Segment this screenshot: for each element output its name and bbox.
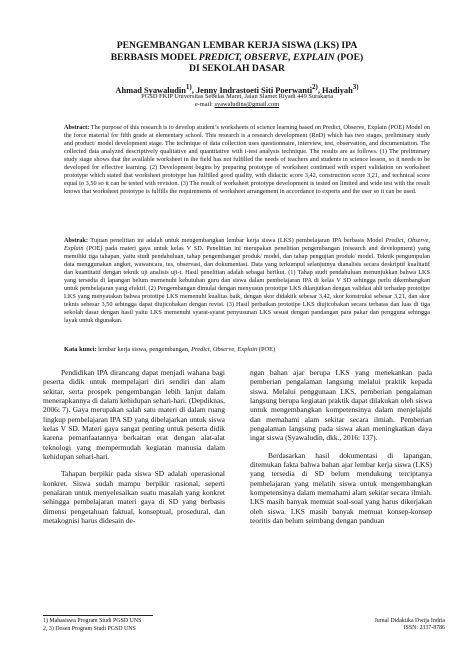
author-2-marker: 2)	[312, 83, 318, 91]
body-paragraph: Pendidikan IPA dirancang dapat menjadi wahana bagi peserta didik untuk mempelajari diri sendiri dan alam sekitar, serta prospek pengembangan lebih lanjut dalam menerapkannya di dalam kehidupan sehari-hari. (Depdiknas, 2006: 7). Gaya merupakan salah satu materi di dalam ruang lingkup pembelajaran IPA SD yang dibelajarkan untuk siswa kelas V SD. Materi gaya sangat penting untuk peserta didik karena pemanfaatannya berkaitan erat dengan alat-alat teknologi yang mempermudah kegiatan manusia dalam kehidupan sehari-hari.	[43, 368, 225, 462]
author-2: Jenny Indrastoeti Siti Poerwanti	[195, 85, 313, 95]
keywords-text: lembar kerja siswa, pengembangan,	[96, 346, 192, 353]
author-3: Hadiyah	[322, 85, 353, 95]
keywords-post: (POE)	[257, 346, 276, 353]
journal-name: Jurnal Didaktika Dwija Indria	[374, 618, 445, 624]
abstract-indonesian	[64, 237, 430, 326]
title-line-2-pre: BERBASIS MODEL	[110, 51, 199, 63]
body-column-right	[250, 368, 432, 526]
email-line	[40, 101, 434, 109]
footnote-1: 1) Mahasiswa Program Studi PGSD UNS	[43, 618, 142, 624]
abstract-indonesian-label: Abstrak:	[64, 237, 88, 244]
body-paragraph: ngan bahan ajar berupa LKS yang menekankan pada pemberian pengalaman langsung melalui praktik kepada siswa. Melalui penggunaan LKS, pemberian pengalaman langsung berupa kegiatan praktik dapat dilakukan oleh siswa untuk mengembangkan kompetensinya dalam menjelajahi dan memahami alam sekitar secara ilmiah. Pemberian pengalaman langsung pada siswa akan meningkatkan daya ingat siswa (Syawaludin, dkk., 2016: 137).	[250, 368, 432, 443]
title-model-name: PREDICT, OBSERVE, EXPLAIN	[198, 51, 335, 63]
journal-issn: ISSN: 2337-8786	[403, 625, 445, 632]
title-line-1: PENGEMBANGAN LEMBAR KERJA SISWA (LKS) IPA	[116, 40, 358, 51]
paper-title	[40, 40, 434, 75]
abstract-english-label: Abstract:	[64, 124, 90, 131]
author-3-marker: 3)	[352, 83, 359, 91]
author-1-marker: 1)	[185, 83, 192, 91]
author-separator: ,	[317, 85, 323, 95]
keywords-model: Predict, Observe, Explain	[191, 346, 258, 353]
title-line-2-post: (POE)	[334, 51, 364, 63]
email-label: e-mail:	[194, 101, 215, 108]
journal-info	[305, 618, 445, 632]
body-paragraph: Tahapan berpikir pada siswa SD adalah operasional konkret. Siswa sudah mampu berpikir rasional, seperti penalaran untuk menyelesaikan suatu masalah yang konkret sehingga pembelajaran materi gaya di SD yang berbasis dimensi pengetahuan faktual, konseptual, prosedural, dan metakognisi harus didesain de-	[43, 469, 225, 526]
title-line-2	[40, 52, 434, 64]
abstract-indonesian-model: Predict, Observe, Explain	[64, 237, 430, 253]
footnote-rule	[43, 615, 153, 616]
author-separator: ,	[191, 85, 196, 95]
abstract-indonesian-text-2: (POE) pada materi gaya untuk kelas V SD. Penelitian ini merupakan penelitian pengembangan (research and development) yang memiliki tiga tahapan, yaitu studi pendahuluan, tahap pengembangan produk/ model, dan tahap pengujian produk/ model. Teknik pengumpulan data menggunakan angket, wawancara, tes, observasi, dan dokumentasi. Data yang terkumpul selanjutnya dianalisis secara deskriptif kualitatif dan kuantitatif dengan teknik uji analisis uji-t. Hasil penelitian adalah sebagai berikut. (1) Tahap studi pendahuluan menunjukkan bahwa LKS yang tersedia di lapangan belum memenuhi kebutuhan guru dan siswa dalam pembelajaran IPA di kelas V SD sehingga perlu dikembangkan untuk pembelajaran yang efektif. (2) Pengembangan dimulai dengan menyusun prototipe LKS dilanjutkan dengan validasi ahli terhadap prototipe LKS yang menyatakan bahwa prototipe LKS memenuhi kualitas baik, dengan skor didaktik sebesar 3,42, skor konstruksi sebesar 3,21, dan skor teknis sebesar 3,50 sehingga dapat diujicobakan dengan revisi. (3) Hasil perbaikan prototipe LKS diujicobakan secara terbatas dan luas di tiga sekolah dasar dengan hasil yaitu LKS memenuhi syarat-syarat penyusunan LKS sesuai dengan pandangan para pakar dan pengguna sehingga layak untuk digunakan.	[64, 245, 430, 325]
keywords-label: Kata kunci:	[64, 346, 97, 353]
body-column-left	[43, 368, 225, 526]
footnote-2: 2, 3) Dosen Program Studi PGSD UNS	[43, 626, 136, 632]
abstract-indonesian-text-1: Tujuan penelitian ini adalah untuk mengembangkan lembar kerja siswa (LKS) pembelajaran IPA berbasis Model	[87, 237, 386, 244]
abstract-english	[64, 124, 430, 196]
title-line-3: DI SEKOLAH DASAR	[189, 63, 285, 75]
author-1: Ahmad Syawaludin	[115, 85, 186, 95]
body-paragraph: Berdasarkan hasil dokumentasi di lapangan, ditemukan fakta bahwa bahan ajar lembar kerja siswa (LKS) yang tersedia di SD belum mendukung terciptanya pembelajaran yang melatih siswa untuk mengembangkan kompetensinya dalam memahami alam sekitar secara ilmiah. LKS masih banyak memuat soal-soal yang harus dikerjakan oleh siswa. LKS masih banyak memuat konsep-konsep teoritis dan belum seimbang dengan panduan	[250, 450, 432, 526]
affiliation: PGSD FKIP Universitas Sebelas Maret, Jalan Slamet Riyadi 449 Surakarta	[141, 93, 333, 100]
abstract-english-text: The purpose of this research is to develop student’s worksheets of science learning based on Predict, Observe, Explain (POE) Model on the force material for fifth grade at elementary school. This research is a research development (RnD) which has two stages, preliminary study and product/ model development stage. The technique of data collection uses questionnaire, interview, test, observation, and documentation. The collected data analyzed descriptively qualitative and quantitative with t-test analysis technique. The results are as follows. (1) The preliminary study stage shows that the available worksheet in the field has not fulfilled the needs of teachers and students in science lesson, so it needs to be developed for effective learning. (2) Development begins by preparing prototype of worksheet continued with expert validation on worksheet prototype which stated that worksheet prototype has fulfilled good quality, with didactic score 3,42, construction score 3,21, and technical score equal to 3,50 so it can be tested with revision. (3) The result of worksheet prototype development is tested on limited and wide test with the result knows that worksheet prototype is fulfills the requirements of worksheet arrangement in accordance to experts and the user so it can be used.	[64, 124, 430, 196]
email-link[interactable]: syawaludins@gmail.com	[214, 101, 280, 108]
keywords	[64, 346, 430, 354]
